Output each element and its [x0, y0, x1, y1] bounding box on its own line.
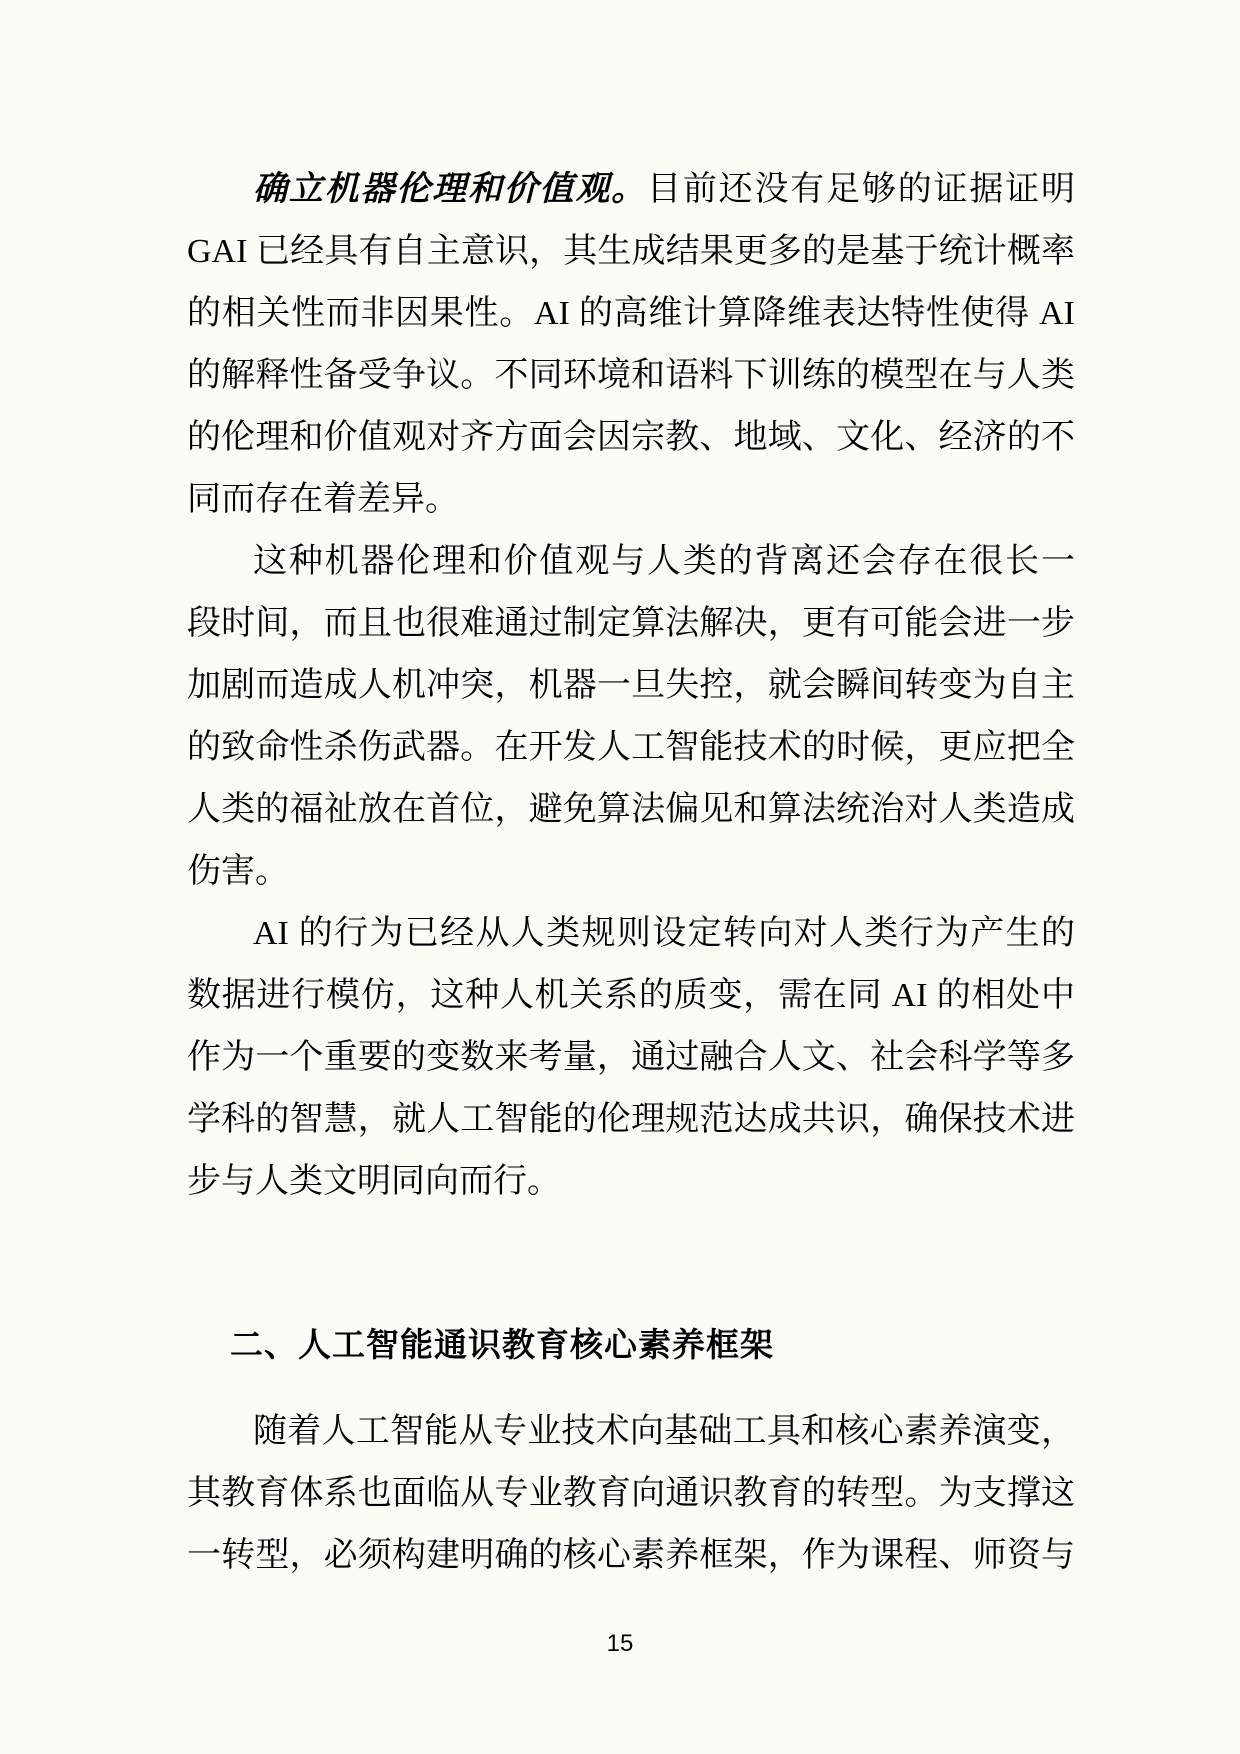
- text-line: [187, 283, 1075, 345]
- text-segment: 数据进行模仿，这种人机关系的质变，需在同 AI 的相处中: [187, 977, 1075, 1014]
- text-segment: 的致命性杀伤武器。在开发人工智能技术的时候，更应把全: [187, 729, 1075, 766]
- text-segment: 的解释性备受争议。不同环境和语料下训练的模型在与人类: [187, 357, 1075, 394]
- text-line: [187, 841, 1075, 903]
- page-number: 15: [606, 1630, 634, 1657]
- text-segment: 其教育体系也面临从专业教育向通识教育的转型。为支撑这: [187, 1475, 1075, 1512]
- text-segment: 加剧而造成人机冲突，机器一旦失控，就会瞬间转变为自主: [187, 667, 1075, 704]
- text-segment: 作为一个重要的变数来考量，通过融合人文、社会科学等多: [187, 1039, 1075, 1076]
- paragraph-ai-behavior: [187, 903, 1075, 1213]
- text-line: [187, 469, 1075, 531]
- text-segment: 随着人工智能从专业技术向基础工具和核心素养演变，: [253, 1413, 1075, 1450]
- text-line: [187, 717, 1075, 779]
- lead-phrase: 确立机器伦理和价值观。: [253, 171, 647, 208]
- text-line: [187, 1151, 1075, 1213]
- text-segment: 伤害。: [187, 853, 289, 890]
- text-line: [187, 655, 1075, 717]
- text-line: [187, 221, 1075, 283]
- text-line: [187, 1401, 1075, 1463]
- paragraph-general-education: [187, 1401, 1075, 1587]
- text-segment: 一转型，必须构建明确的核心素养框架，作为课程、师资与: [187, 1537, 1075, 1574]
- text-line: [187, 779, 1075, 841]
- text-segment: 同而存在着差异。: [187, 481, 459, 518]
- text-line: [187, 1525, 1075, 1587]
- text-line: [187, 903, 1075, 965]
- text-line: [187, 1463, 1075, 1525]
- section-heading: 二、人工智能通识教育核心素养框架: [230, 1326, 774, 1363]
- text-segment: 目前还没有足够的证据证明: [647, 171, 1075, 208]
- text-segment: 步与人类文明同向而行。: [187, 1163, 561, 1200]
- text-line: [187, 407, 1075, 469]
- text-line: [187, 1027, 1075, 1089]
- text-line: [187, 1089, 1075, 1151]
- text-line: [187, 345, 1075, 407]
- text-segment: 学科的智慧，就人工智能的伦理规范达成共识，确保技术进: [187, 1101, 1075, 1138]
- paragraph-human-machine-divergence: [187, 531, 1075, 903]
- text-segment: 这种机器伦理和价值观与人类的背离还会存在很长一: [253, 543, 1075, 580]
- text-line: [187, 593, 1075, 655]
- text-line: [187, 159, 1075, 221]
- text-segment: 人类的福祉放在首位，避免算法偏见和算法统治对人类造成: [187, 791, 1075, 828]
- text-line: [187, 531, 1075, 593]
- text-segment: 的相关性而非因果性。AI 的高维计算降维表达特性使得 AI: [187, 295, 1075, 332]
- text-line: [187, 965, 1075, 1027]
- document-text-block: [187, 159, 1075, 1587]
- paragraph-machine-ethics: [187, 159, 1075, 531]
- text-segment: AI 的行为已经从人类规则设定转向对人类行为产生的: [253, 915, 1075, 952]
- text-segment: 的伦理和价值观对齐方面会因宗教、地域、文化、经济的不: [187, 419, 1075, 456]
- text-segment: GAI 已经具有自主意识，其生成结果更多的是基于统计概率: [187, 233, 1075, 270]
- text-segment: 段时间，而且也很难通过制定算法解决，更有可能会进一步: [187, 605, 1075, 642]
